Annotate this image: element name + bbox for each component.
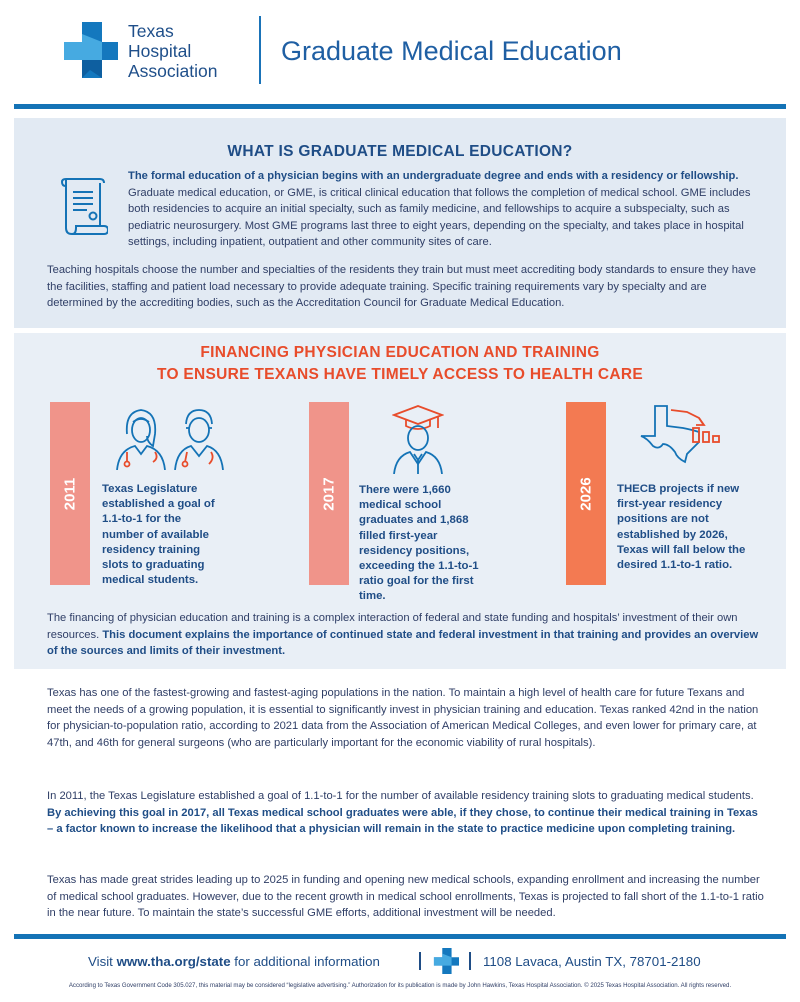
tha-logo-small-icon [433,948,459,974]
tha-wordmark [128,21,218,81]
milestone-year-bar-2017 [309,402,349,585]
population-growth-paragraph: Texas has one of the fastest-growing and fastest-aging populations in the nation. To maintain a high level of health care for future Texans and meet the needs of a growing population, it is essential to significantly invest in physician training and education. Texas ranked 42nd in the nation for physician-to-population ratio, according to 2021 data from the Association of American Medical Colleges, and even lower for primary care, at 47th, and 46th for general surgeons (who are particularly important for the economic viability of rural hospitals). [47,687,759,749]
section-what-is-gme-title: WHAT IS GRADUATE MEDICAL EDUCATION? [227,143,573,160]
milestone-year-label: 2017 [320,476,338,511]
graduate-icon [392,404,444,474]
future-investment-paragraph: Texas has made great strides leading up to 2025 in funding and opening new medical schools, expanding enrollment and increasing the number of medical school graduates. However, due to the recent growth in medical school enrollments, Texas is projected to fall short of the 1.1-to-1 ratio in the near future. To maintain the state’s successful GME efforts, additional investment will be needed. [47,874,764,919]
financing-summary-bold: This document explains the importance of continued state and federal investment in that training and provides an overview of the sources and limits of their investment. [47,628,759,657]
org-name-line-1: Texas [128,21,174,41]
milestone-year-label: 2011 [61,477,79,510]
footer-address: 1108 Lavaca, Austin TX, 78701-2180 [483,954,701,969]
legislature-goal-plain: In 2011, the Texas Legislature established a goal of 1.1-to-1 for the number of available residency training slots to graduating medical students. [47,790,754,802]
gme-definition-paragraph [128,168,764,251]
legal-disclaimer: According to Texas Government Code 305.027, this material may be considered “legislative advertising.” Authorization for its publication is made by John Hawkins, Texas Hospital Association. © 2025 Texas Hospital Association. All rights reserved. [68,982,732,989]
tha-logo-icon [62,22,118,78]
bottom-divider-rule [14,934,786,939]
gme-definition-lead: The formal education of a physician begins with an undergraduate degree and ends with a residency or fellowship. [128,170,739,182]
legislature-goal-bold: By achieving this goal in 2017, all Texas medical school graduates were able, if they chose, to continue their medical training in Texas – a factor known to increase the likelihood that a physician will remain in the state to practice medicine upon completing training. [47,806,758,835]
footer-website-link[interactable]: www.tha.org/state [116,954,231,969]
top-divider-rule [14,104,786,109]
milestone-year-label: 2026 [577,476,595,511]
section-financing-title-line-1: FINANCING PHYSICIAN EDUCATION AND TRAINING [200,344,600,361]
page-header [0,0,800,100]
legislature-goal-paragraph [47,788,764,838]
texas-decline-chart-icon [637,402,723,464]
footer-visit-suffix: for additional information [230,954,380,969]
org-name-line-3: Association [128,61,218,81]
doctors-icon [113,406,225,470]
milestone-year-bar-2011 [50,402,90,585]
footer-separator [419,952,421,970]
financing-summary-plain: The financing of physician education and training is a complex interaction of federal and state funding and hospitals’ investment of their own resources. [47,612,738,641]
milestone-text-2011: Texas Legislature established a goal of 1.1-to-1 for the number of available residency training slots to graduating medical students. [102,483,215,587]
page-footer [0,946,800,976]
footer-visit-text [88,954,380,969]
page-title: Graduate Medical Education [281,36,622,66]
gme-definition-body: Graduate medical education, or GME, is critical clinical education that follows the completion of medical school. GME includes both residencies to acquire an initial specialty, such as family medicine, and fellowships to acquire a subspecialty, such as pediatric neurosurgery. Most GME programs last three to eight years, depending on the specialty, and takes place in hospital settings, including inpatient, outpatient and other community sites of care. [128,186,751,248]
header-divider [259,16,261,84]
scroll-document-icon [60,178,108,236]
org-name-line-2: Hospital [128,41,192,61]
milestone-text-2017: There were 1,660 medical school graduates and 1,868 filled first-year residency positions, exceeding the 1.1-to-1 ratio goal for the first time. [359,484,479,603]
milestone-year-bar-2026 [566,402,606,585]
footer-visit-prefix: Visit [88,954,117,969]
teaching-hospitals-paragraph: Teaching hospitals choose the number and specialties of the residents they train but must meet accrediting body standards to ensure they have the facilities, staffing and patient load necessary to provide adequate training. Specific training requirements vary by specialty and are determined by the accrediting bodies, such as the Accreditation Council for Graduate Medical Education. [47,264,756,309]
footer-separator [469,952,471,970]
financing-summary-paragraph [47,610,764,660]
milestone-text-2026: THECB projects if new first-year residency positions are not established by 2026, Texas will fall below the desired 1.1-to-1 ratio. [617,483,746,572]
section-financing-title-line-2: TO ENSURE TEXANS HAVE TIMELY ACCESS TO HEALTH CARE [156,366,644,383]
